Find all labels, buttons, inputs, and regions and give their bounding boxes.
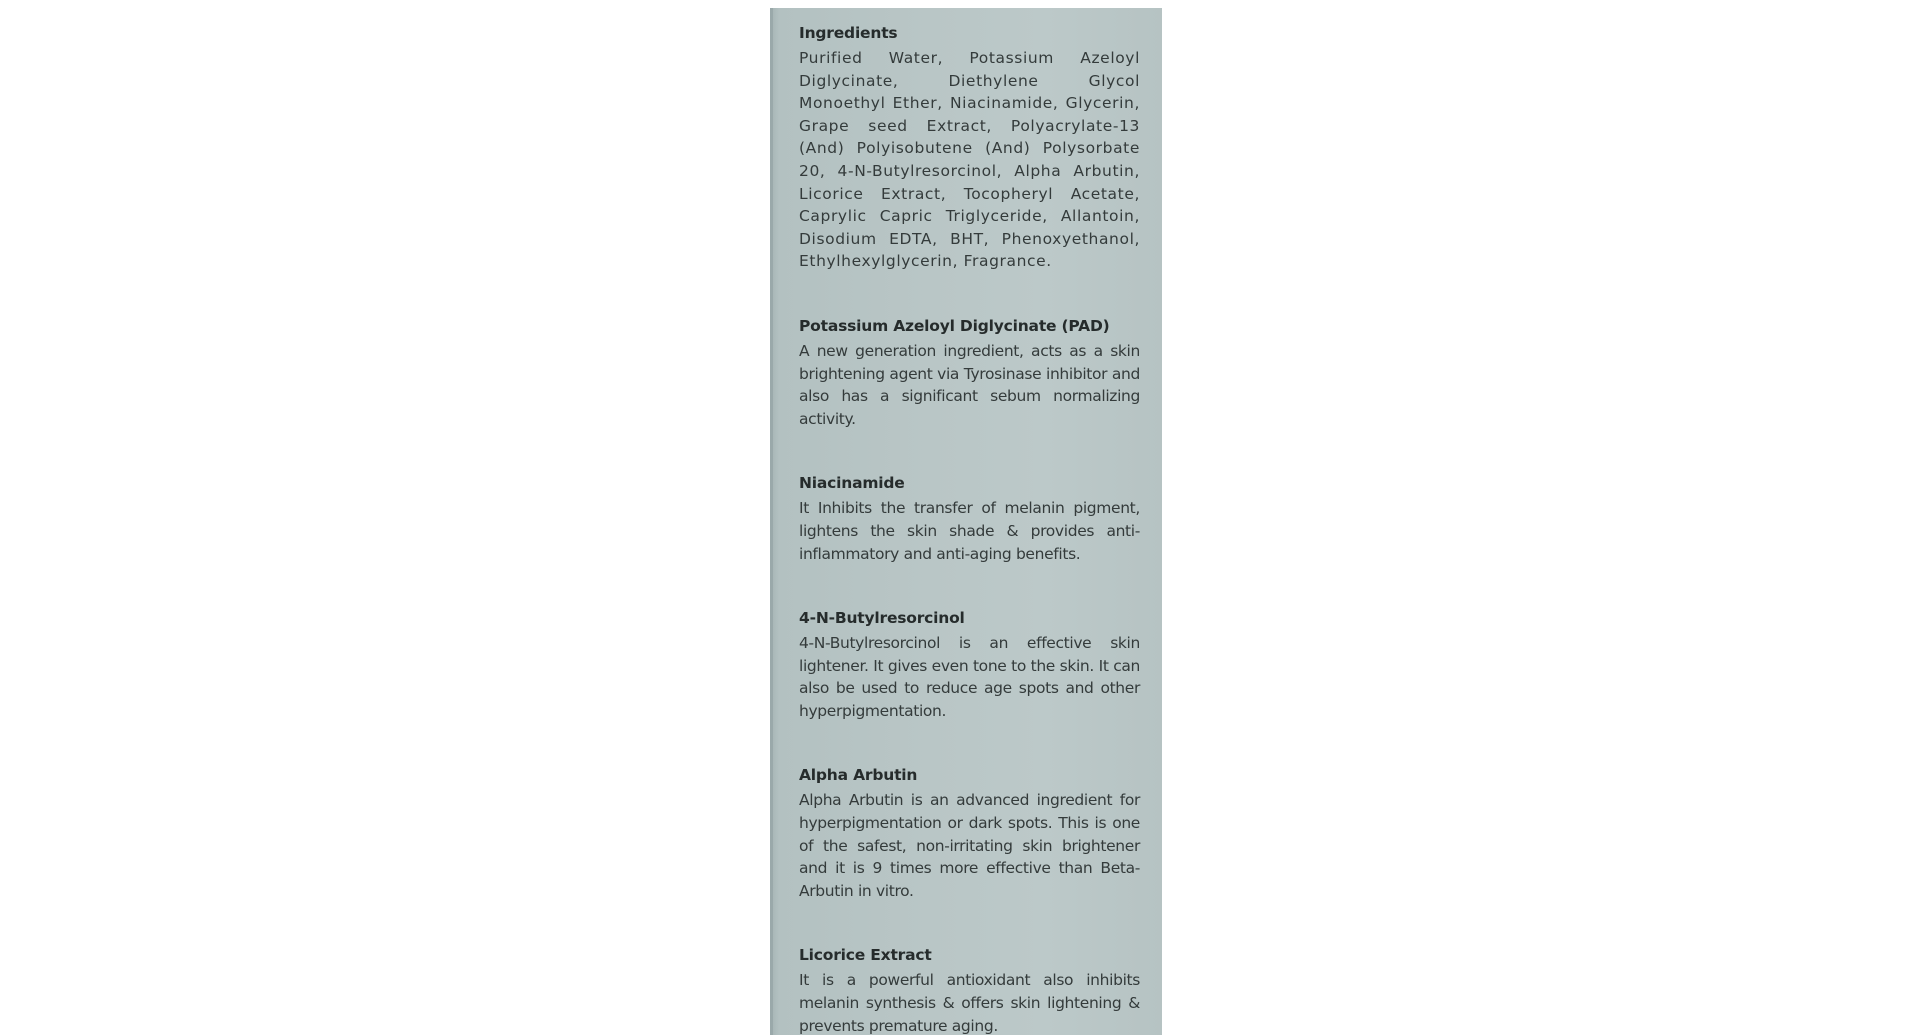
licorice-section (799, 943, 1140, 1035)
niacinamide-heading: Niacinamide (799, 474, 905, 493)
niacinamide-description: It Inhibits the transfer of melanin pigment, lightens the skin shade & provides anti-inflammatory and anti-aging benefits. (799, 499, 1140, 563)
pad-description: A new generation ingredient, acts as a skin brightening agent via Tyrosinase inhibitor and also has a significant sebum normalizing activity. (799, 341, 1140, 428)
ingredients-heading: Ingredients (799, 24, 898, 42)
alpha-arbutin-description: Alpha Arbutin is an advanced ingredient for hyperpigmentation or dark spots. This is one of the safest, non-irritating skin brightener and it is 9 times more effective than Beta-Arbutin in vitro. (799, 791, 1140, 900)
ingredients-label-panel (770, 8, 1162, 1035)
butylresorcinol-section (799, 606, 1140, 722)
alpha-arbutin-heading: Alpha Arbutin (799, 766, 918, 785)
pad-section (799, 314, 1140, 430)
licorice-heading: Licorice Extract (799, 946, 932, 965)
niacinamide-section (799, 471, 1140, 565)
butylresorcinol-heading: 4-N-Butylresorcinol (799, 609, 965, 628)
butylresorcinol-description: 4-N-Butylresorcinol is an effective skin lightener. It gives even tone to the skin. It can also be used to reduce age spots and other hyperpigmentation. (799, 634, 1140, 720)
ingredients-section (799, 21, 1140, 273)
pad-heading: Potassium Azeloyl Diglycinate (PAD) (799, 316, 1110, 335)
ingredients-list-text: Purified Water, Potassium Azeloyl Diglycinate, Diethylene Glycol Monoethyl Ether, Niacinamide, Glycerin, Grape seed Extract, Polyacrylate-13 (And) Polyisobutene (And) Polysorbate 20, 4-N-Butylresorcinol, Alpha Arbutin, Licorice Extract, Tocopheryl Acetate, Caprylic Capric Triglyceride, Allantoin, Disodium EDTA, BHT, Phenoxyethanol, Ethylhexylglycerin, Fragrance. (799, 49, 1140, 271)
licorice-description: It is a powerful antioxidant also inhibits melanin synthesis & offers skin lightening & prevents premature aging. (799, 971, 1140, 1035)
alpha-arbutin-section (799, 763, 1140, 902)
